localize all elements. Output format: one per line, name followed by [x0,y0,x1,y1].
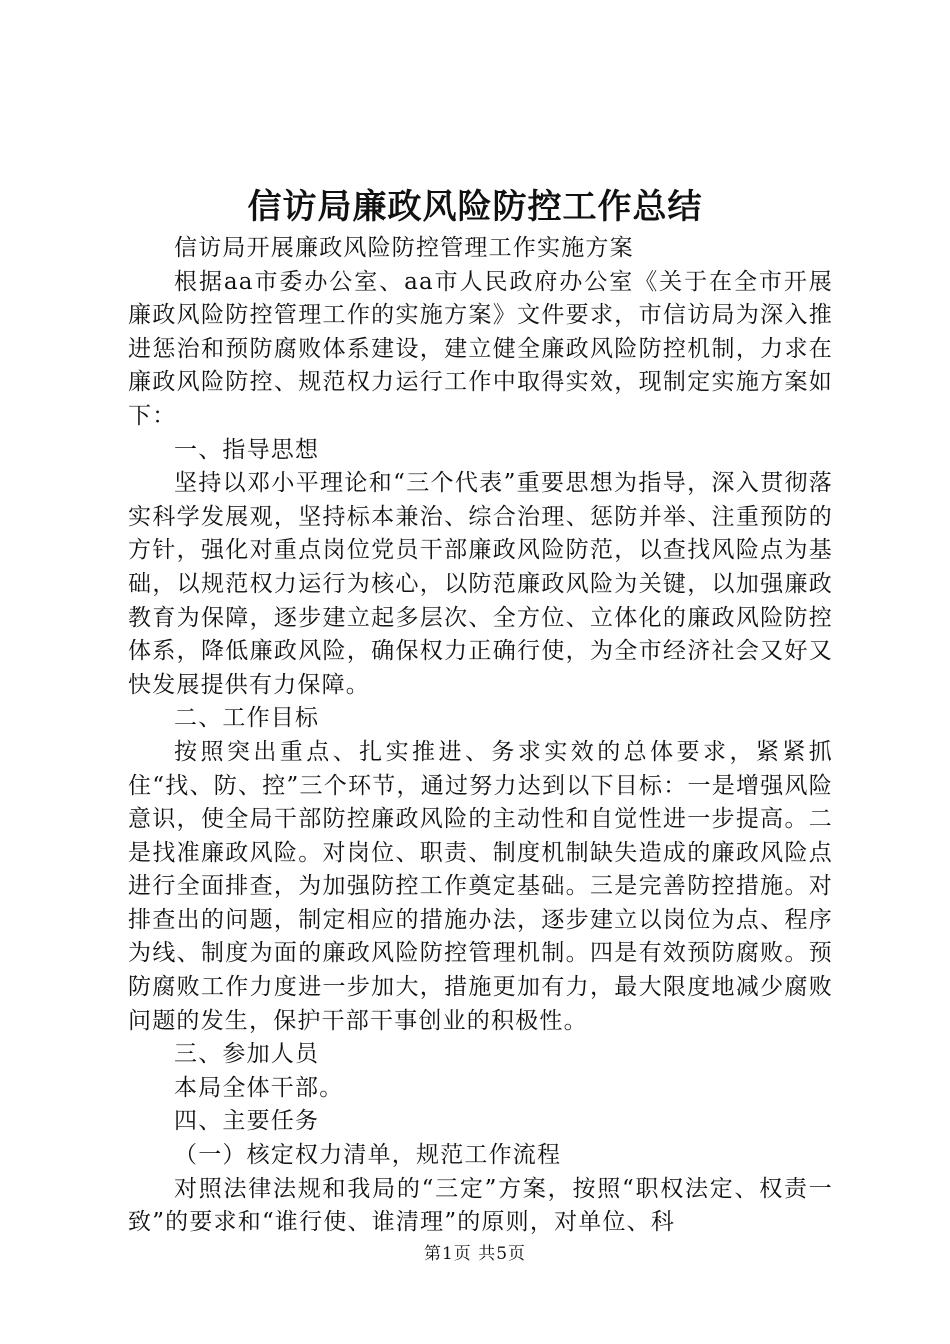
paragraph: 对照法律法规和我局的“三定”方案，按照“职权法定、权责一致”的要求和“谁行使、谁清理”的原则，对单位、科 [128,1175,833,1236]
section-heading: 三、参加人员 [174,1041,320,1068]
paragraph: 信访局开展廉政风险防控管理工作实施方案 [174,235,634,261]
section-heading: 一、指导思想 [174,436,320,463]
section-heading: 四、主要任务 [174,1108,320,1135]
section-heading: 二、工作目标 [174,705,320,732]
paragraph: 根据aa市委办公室、aa市人民政府办公室《关于在全市开展廉政风险防控管理工作的实施方案》文件要求，市信访局为深入推进惩治和预防腐败体系建设，建立健全廉政风险防控机制，力求在廉政风险防控、规范权力运行工作中取得实效，现制定实施方案如下： [128,268,833,429]
paragraph: 本局全体干部。 [174,1074,344,1101]
document-title: 信访局廉政风险防控工作总结 [247,187,703,227]
subsection-heading: （一）核定权力清单，规范工作流程 [174,1142,562,1169]
page-footer: 第1页 共5页 [423,1244,527,1264]
paragraph: 按照突出重点、扎实推进、务求实效的总体要求，紧紧抓住“找、防、控”三个环节，通过努力达到以下目标：一是增强风险意识，使全局干部防控廉政风险的主动性和自觉性进一步提高。二是找准廉政风险。对岗位、职责、制度机制缺失造成的廉政风险点进行全面排查，为加强防控工作奠定基础。三是完善防控措施。对排查出的问题，制定相应的措施办法，逐步建立以岗位为点、程序为线、制度为面的廉政风险防控管理机制。四是有效预防腐败。预防腐败工作力度进一步加大，措施更加有力，最大限度地减少腐败问题的发生，保护干部干事创业的积极性。 [128,738,833,1034]
paragraph: 坚持以邓小平理论和“三个代表”重要思想为指导，深入贯彻落实科学发展观，坚持标本兼治、综合治理、惩防并举、注重预防的方针，强化对重点岗位党员干部廉政风险防范，以查找风险点为基础，以规范权力运行为核心，以防范廉政风险为关键，以加强廉政教育为保障，逐步建立起多层次、全方位、立体化的廉政风险防控体系，降低廉政风险，确保权力正确行使，为全市经济社会又好又快发展提供有力保障。 [128,470,833,698]
document-body [128,232,833,1240]
